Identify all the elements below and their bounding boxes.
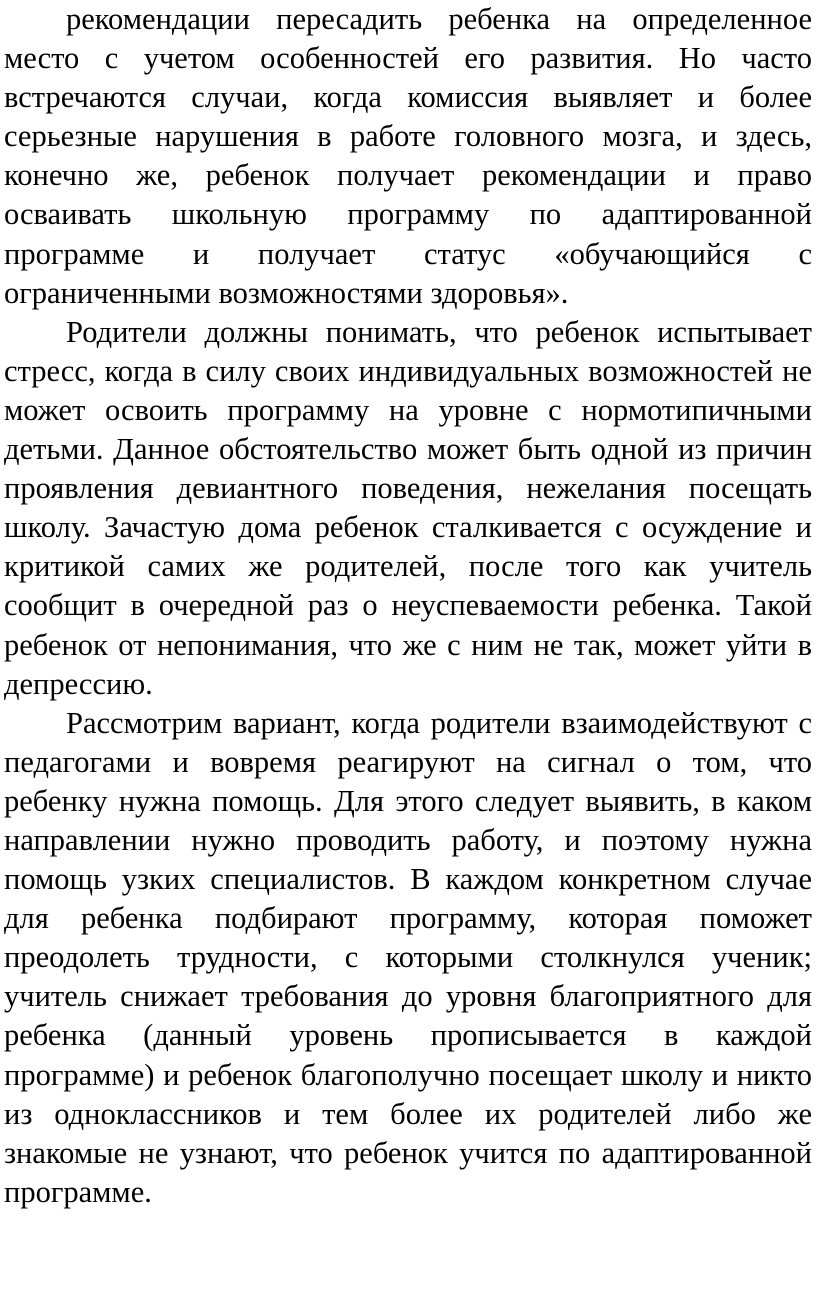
paragraph-1: рекомендации пересадить ребенка на определенное место с учетом особенностей его развития. Но часто встречаются случаи, когда комиссия выявляет и более серьезные нарушения в работе головного мозга, и здесь, конечно же, ребенок получает рекомендации и право осваивать школьную программу по адаптированной программе и получает статус «обучающийся с ограниченными возможностями здоровья». xyxy=(4,2,812,310)
paragraph-3: Рассмотрим вариант, когда родители взаимодействуют с педагогами и вовремя реагируют на сигнал о том, что ребенку нужна помощь. Для этого следует выявить, в каком направлении нужно проводить работу, и поэтому нужна помощь узких специалистов. В каждом конкретном случае для ребенка подбирают программу, которая поможет преодолеть трудности, с которыми столкнулся ученик; учитель снижает требования до уровня благоприятного для ребенка (данный уровень прописывается в каждой программе) и ребенок благополучно посещает школу и никто из одноклассников и тем более их родителей либо же знакомые не узнают, что ребенок учится по адаптированной программе. xyxy=(4,705,812,1209)
paragraph-2: Родители должны понимать, что ребенок испытывает стресс, когда в силу своих индивидуальных возможностей не может освоить программу на уровне с нормотипичными детьми. Данное обстоятельство может быть одной из причин проявления девиантного поведения, нежелания посещать школу. Зачастую дома ребенок сталкивается с осуждение и критикой самих же родителей, после того как учитель сообщит в очередной раз о неуспеваемости ребенка. Такой ребенок от непонимания, что же с ним не так, может уйти в депрессию. xyxy=(4,314,812,701)
